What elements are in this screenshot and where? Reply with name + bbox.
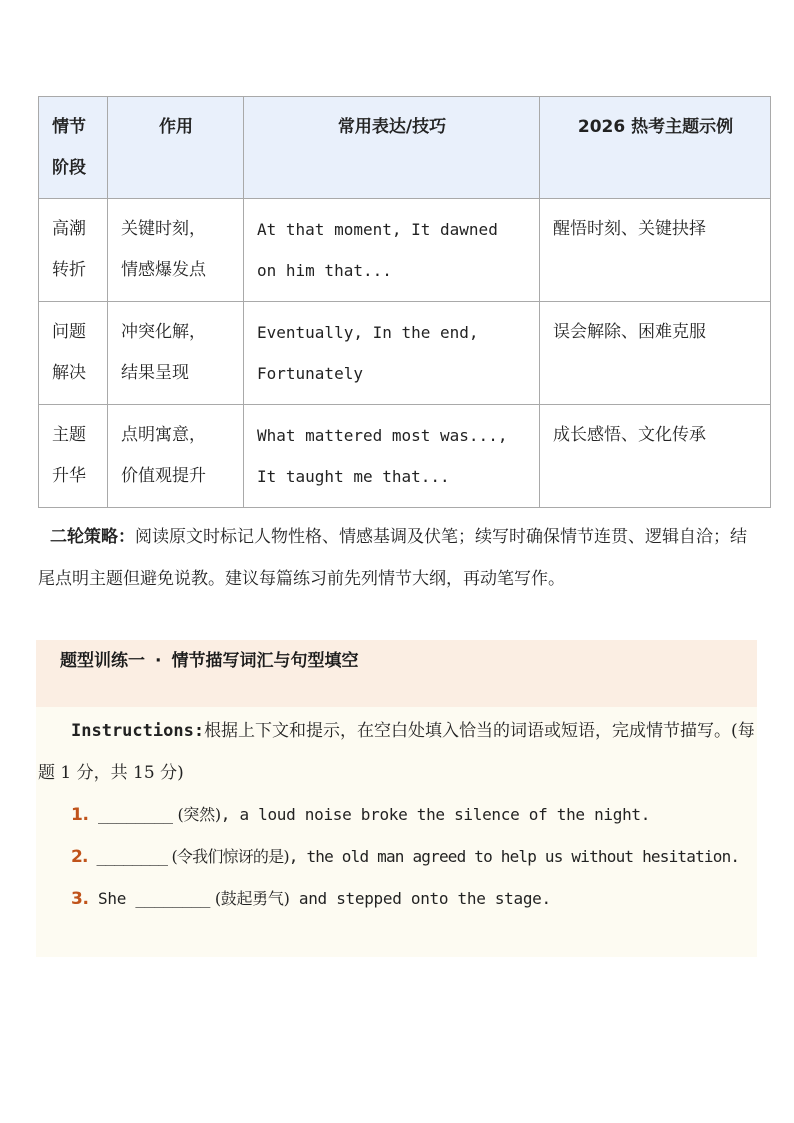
cell-example: 误会解除、困难克服 bbox=[540, 302, 771, 405]
cell-stage: 高潮 转折 bbox=[39, 199, 108, 302]
cell-function: 关键时刻， 情感爆发点 bbox=[108, 199, 244, 302]
table-row bbox=[39, 405, 771, 508]
item-number: 3. bbox=[71, 889, 89, 909]
section-header bbox=[36, 640, 757, 707]
cell-expressions: What mattered most was..., It taught me that... bbox=[244, 405, 540, 508]
strategy-paragraph bbox=[38, 516, 762, 600]
header-stage: 情节 阶段 bbox=[39, 97, 108, 199]
exercise-item bbox=[38, 836, 760, 878]
item-blank[interactable]: ________ bbox=[96, 847, 168, 866]
header-examples: 2026 热考主题示例 bbox=[540, 97, 771, 199]
item-post: , a loud noise broke the silence of the night. bbox=[220, 805, 651, 824]
exercise-item bbox=[38, 794, 760, 836]
strategy-text: 阅读原文时标记人物性格、情感基调及伏笔；续写时确保情节连贯、逻辑自洽；结尾点明主题但避免说教。建议每篇练习前先列情节大纲，再动笔写作。 bbox=[38, 527, 747, 589]
cell-expressions: At that moment, It dawned on him that... bbox=[244, 199, 540, 302]
section-title-left: 题型训练一 bbox=[60, 651, 145, 671]
item-post: and stepped onto the stage. bbox=[289, 889, 551, 908]
item-blank[interactable]: ________ bbox=[98, 805, 173, 824]
cell-function: 冲突化解， 结果呈现 bbox=[108, 302, 244, 405]
header-expressions: 常用表达/技巧 bbox=[244, 97, 540, 199]
instructions bbox=[38, 710, 760, 794]
header-function: 作用 bbox=[108, 97, 244, 199]
cell-stage: 主题 升华 bbox=[39, 405, 108, 508]
instructions-text: 根据上下文和提示，在空白处填入恰当的词语或短语，完成情节描写。(每题 1 分，共 15 分) bbox=[38, 721, 755, 783]
cell-function: 点明寓意， 价值观提升 bbox=[108, 405, 244, 508]
table-row bbox=[39, 199, 771, 302]
item-post: , the old man agreed to help us without hesitation. bbox=[288, 847, 740, 866]
item-hint: (突然) bbox=[172, 805, 221, 824]
section-title-dot: · bbox=[155, 651, 162, 671]
item-number: 2. bbox=[71, 847, 88, 867]
exercise-item bbox=[38, 878, 760, 920]
item-blank[interactable]: ________ bbox=[135, 889, 211, 908]
item-pre: She bbox=[98, 889, 136, 908]
section-title-right: 情节描写词汇与句型填空 bbox=[171, 651, 359, 671]
cell-stage: 问题 解决 bbox=[39, 302, 108, 405]
instructions-lead: Instructions: bbox=[71, 721, 205, 741]
stage-table bbox=[38, 96, 771, 508]
strategy-lead: 二轮策略： bbox=[50, 527, 135, 547]
cell-example: 醒悟时刻、关键抉择 bbox=[540, 199, 771, 302]
section-title bbox=[60, 648, 358, 674]
cell-example: 成长感悟、文化传承 bbox=[540, 405, 771, 508]
plot-stage-table bbox=[38, 96, 770, 508]
table-row bbox=[39, 302, 771, 405]
cell-expressions: Eventually, In the end, Fortunately bbox=[244, 302, 540, 405]
item-number: 1. bbox=[71, 805, 89, 825]
exercise-block bbox=[38, 710, 760, 920]
table-header-row bbox=[39, 97, 771, 199]
item-hint: (令我们惊讶的是) bbox=[167, 847, 289, 866]
item-hint: (鼓起勇气) bbox=[210, 889, 290, 908]
